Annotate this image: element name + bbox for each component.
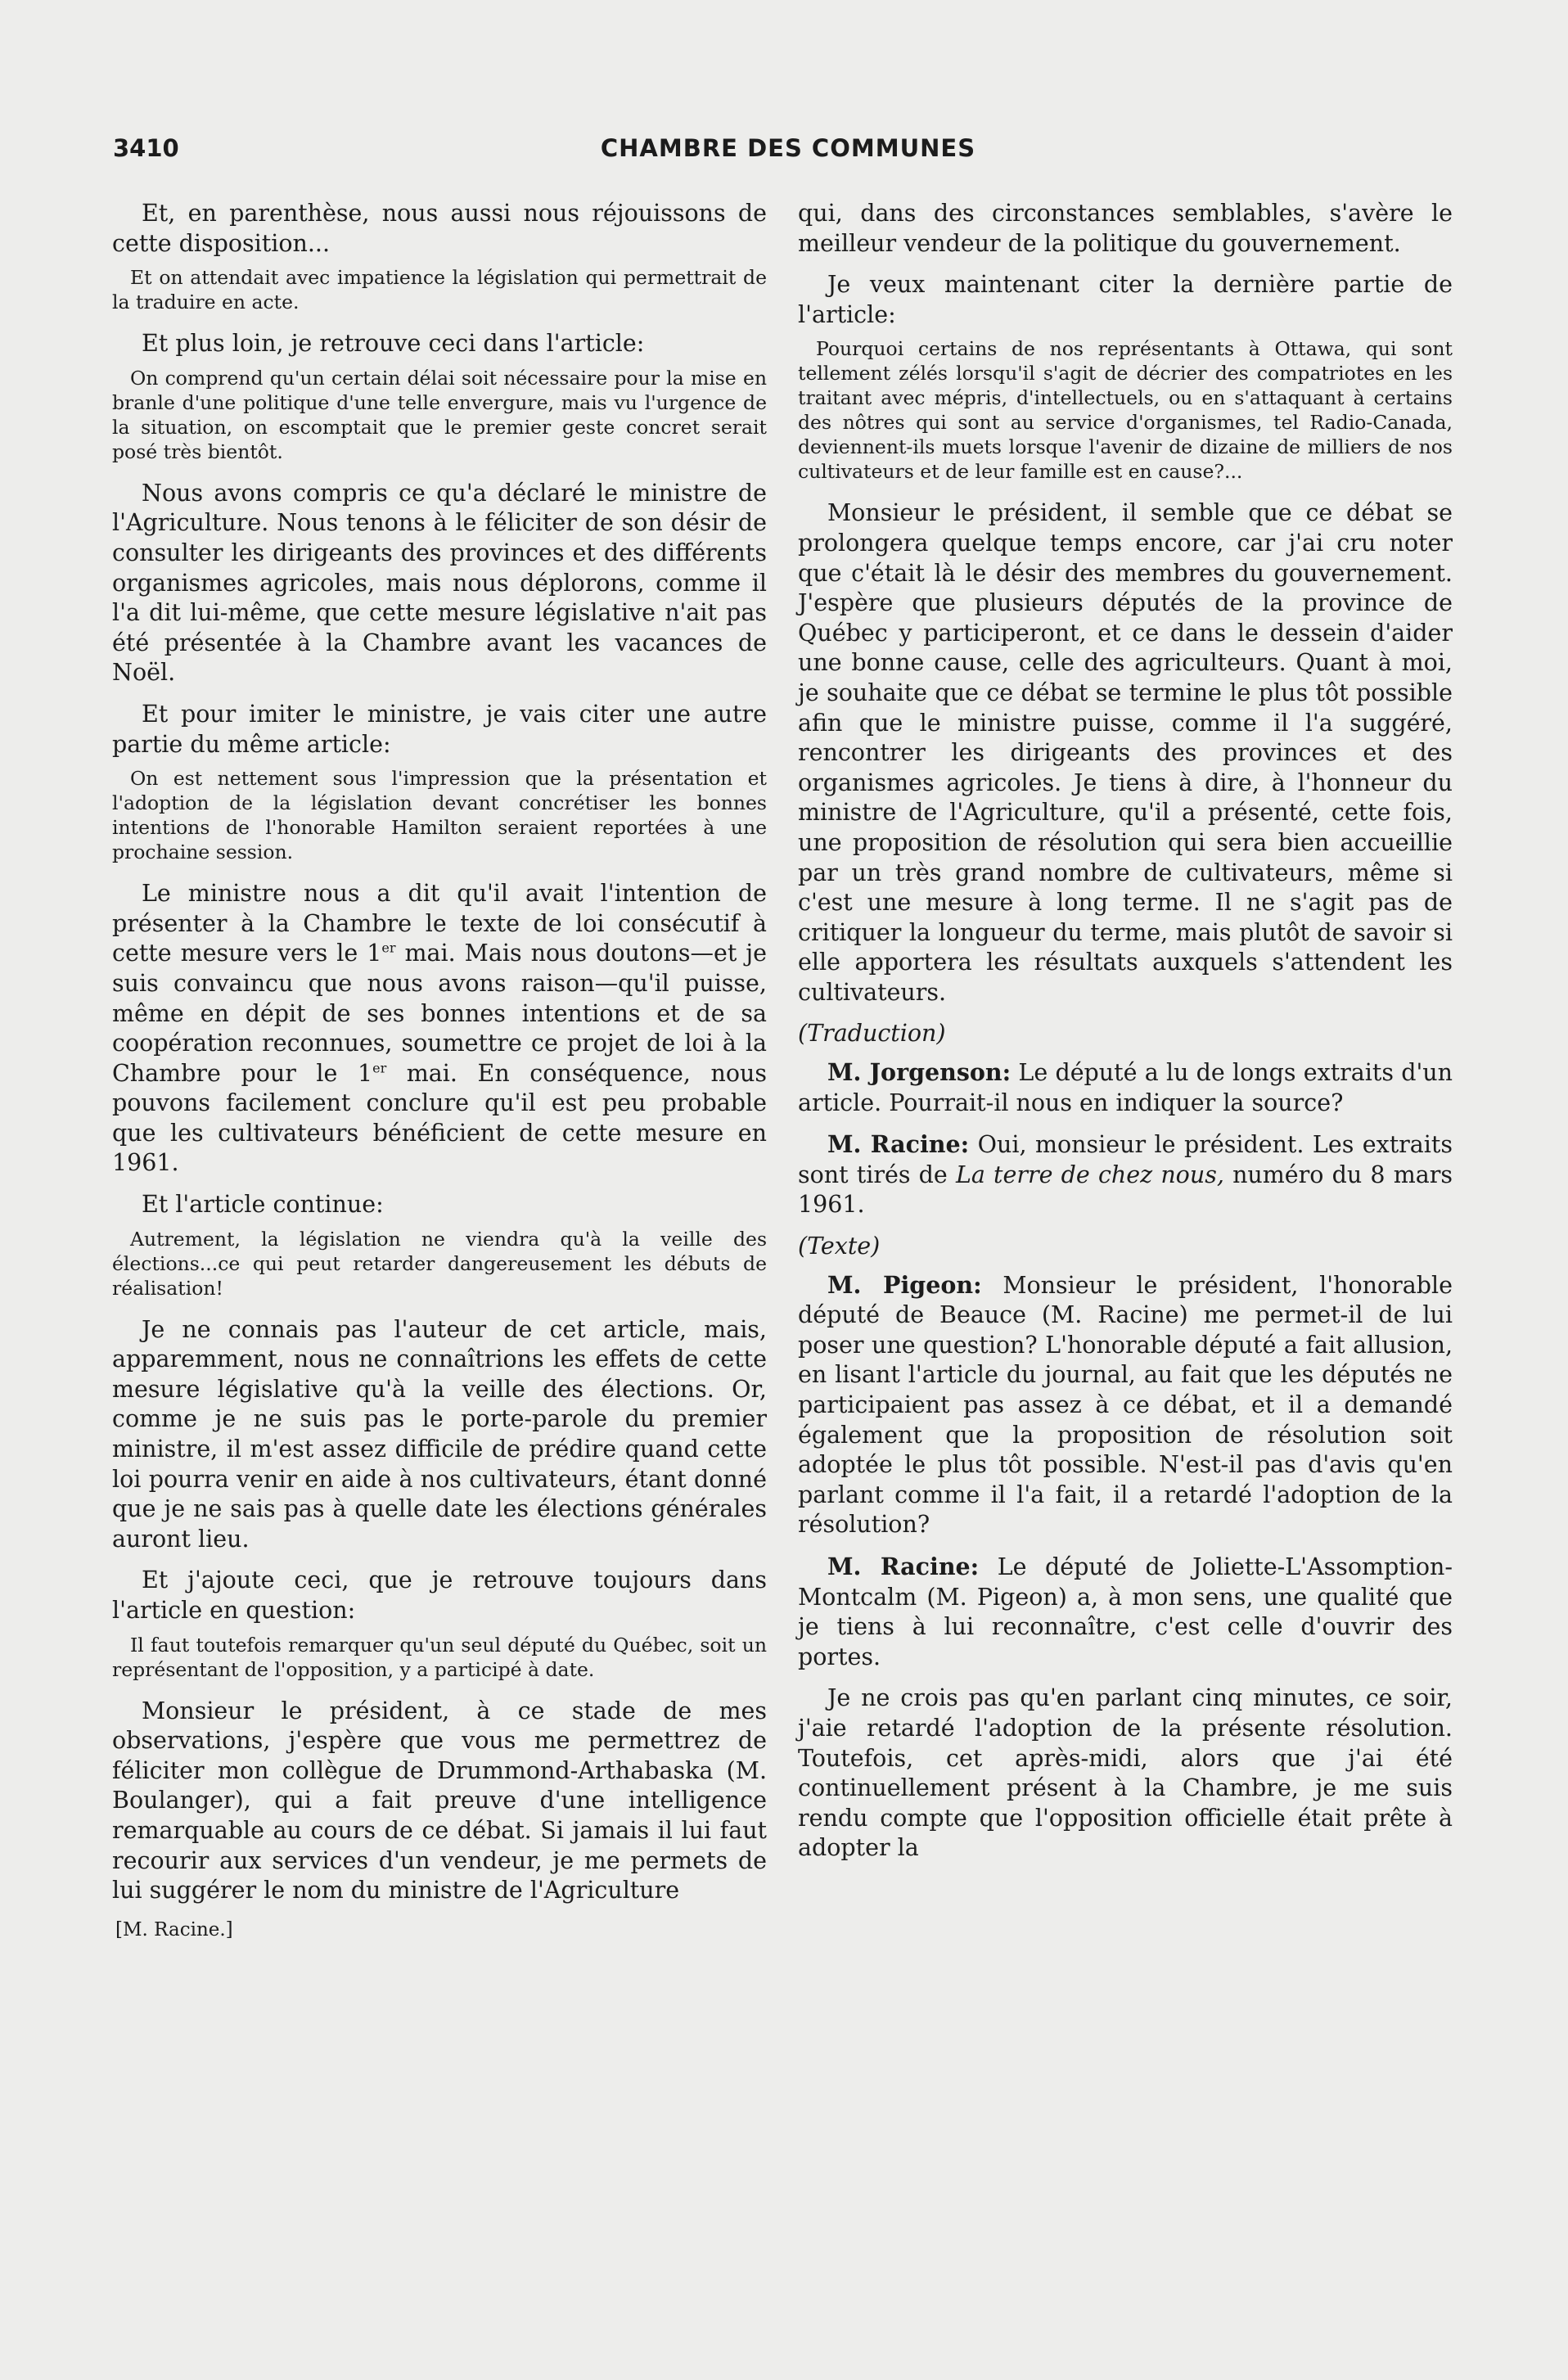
quotation: Et on attendait avec impatience la législation qui permettrait de la traduire en acte. [112,266,767,314]
paragraph [798,1057,1453,1118]
speaker-name: M. Jorgenson: [827,1058,1012,1087]
quotation: Autrement, la législation ne viendra qu'à la veille des élections...ce qui peut retarder dangereusement les débuts de réalisation! [112,1227,767,1300]
page-number: 3410 [113,134,179,162]
paragraph: Je ne connais pas l'auteur de cet article, mais, apparemment, nous ne connaîtrions les effets de cette mesure législative qu'à la veille des élections. Or, comme je ne suis pas le porte-parole du premier ministre, il m'est assez difficile de prédire quand cette loi pourra venir en aide à nos cultivateurs, étant donné que je ne sais pas à quelle date les élections générales auront lieu. [112,1315,767,1553]
quotation: On comprend qu'un certain délai soit nécessaire pour la mise en branle d'une politique d'une telle envergure, mais vu l'urgence de la situation, on escomptait que le premier geste concret serait posé très bientôt. [112,366,767,463]
speaker-name: M. Racine: [827,1552,980,1580]
ordinal-suffix: er [372,1060,387,1076]
paragraph: Et, en parenthèse, nous aussi nous réjouissons de cette disposition... [112,200,767,257]
quotation: On est nettement sous l'impression que la présentation et l'adoption de la législation devant concrétiser les bonnes intentions de l'honorable Hamilton seraient reportées à une prochaine session. [112,767,767,864]
running-title: CHAMBRE DES COMMUNES [600,134,976,162]
paragraph: Et pour imiter le ministre, je vais citer une autre partie du même article: [112,700,767,758]
publication-title: La terre de chez nous, [955,1161,1224,1188]
left-column [112,199,767,1942]
paragraph: Je veux maintenant citer la dernière partie de l'article: [798,271,1453,328]
ordinal-suffix: er [381,940,396,956]
paragraph: Monsieur le président, il semble que ce débat se prolongera quelque temps encore, car j'ai cru noter que c'était là le désir des membres du gouvernement. J'espère que plusieurs députés de la province de Québec y participeront, et ce dans le dessein d'aider une bonne cause, celle des agriculteurs. Quant à moi, je souhaite que ce débat se termine le plus tôt possible afin que le ministre puisse, comme il l'a suggéré, rencontrer les dirigeants des provinces et des organismes agricoles. Je tiens à dire, à l'honneur du ministre de l'Agriculture, qu'il a présenté, cette fois, une proposition de résolution qui sera bien accueillie par un très grand nombre de cultivateurs, même si c'est une mesure à long terme. Il ne s'agit pas de critiquer la longueur du terme, mais plutôt de savoir si elle apportera les résultats auxquels s'attendent les cultivateurs. [798,499,1453,1006]
speaker-name: M. Pigeon: [827,1270,982,1299]
paragraph [112,879,767,1179]
quotation: Il faut toutefois remarquer qu'un seul député du Québec, soit un représentant de l'opposition, y a participé à date. [112,1633,767,1681]
paragraph [798,1552,1453,1672]
paragraph: Et plus loin, je retrouve ceci dans l'article: [142,330,645,358]
paragraph: Je ne crois pas qu'en parlant cinq minutes, ce soir, j'aie retardé l'adoption de la présente résolution. Toutefois, cet après-midi, alors que j'ai été continuellement présent à la Chambre, je me suis rendu compte que l'opposition officielle était prête à adopter la [798,1684,1453,1862]
quotation: Pourquoi certains de nos représentants à Ottawa, qui sont tellement zélés lorsqu'il s'agit de décrier des compatriotes en les traitant avec mépris, d'intellectuels, ou en s'attaquant à certains des nôtres qui sont au service d'organismes, tel Radio-Canada, deviennent-ils muets lorsque l'avenir de dizaine de milliers de nos cultivateurs et de leur famille est en cause?... [798,337,1453,484]
text-run: mai. Mais nous doutons—et je suis convaincu que nous avons raison—qu'il puisse, même en dépit de ses bonnes intentions et de sa coopération reconnues, soumettre ce projet de loi à la Chambre pour le 1 [112,940,767,1087]
paragraph: Nous avons compris ce qu'a déclaré le ministre de l'Agriculture. Nous tenons à le féliciter de son désir de consulter les dirigeants des provinces et des différents organismes agricoles, mais nous déplorons, comme il l'a dit lui-même, que cette mesure législative n'ait pas été présentée à la Chambre avant les vacances de Noël. [112,479,767,687]
paragraph [798,1270,1453,1540]
text-run: Le député a lu de longs extraits d'un article. Pourrait-il nous en indiquer la source? [798,1059,1453,1116]
paragraph: Et j'ajoute ceci, que je retrouve toujours dans l'article en question: [112,1566,767,1624]
text-run: Oui, monsieur le président. Les extraits sont tirés de [798,1131,1453,1188]
text-run: numéro du 8 mars 1961. [798,1161,1453,1219]
text-run: Le ministre nous a dit qu'il avait l'intention de présenter à la Chambre le texte de loi consécutif à cette mesure vers le 1 [112,880,767,967]
section-label: (Texte) [798,1233,881,1260]
section-label: (Traduction) [798,1020,946,1048]
text-run: Monsieur le président, l'honorable député de Beauce (M. Racine) me permet-il de lui poser une question? L'honorable député a fait allusion, en lisant l'article du journal, au fait que les députés ne participaient pas assez à ce débat, et il a demandé également que la proposition de résolution soit adoptée le plus tôt possible. N'est-il pas d'avis qu'en parlant comme il l'a fait, il a retardé l'adoption de la résolution? [798,1271,1453,1539]
text-run: Le député de Joliette-L'Assomption-Montcalm (M. Pigeon) a, à mon sens, une qualité que je tiens à lui reconnaître, c'est celle d'ouvrir des portes. [798,1553,1453,1670]
paragraph: qui, dans des circonstances semblables, s'avère le meilleur vendeur de la politique du gouvernement. [798,200,1453,257]
text-run: mai. En conséquence, nous pouvons facilement conclure qu'il est peu probable que les cultivateurs bénéficient de cette mesure en 1961. [112,1059,767,1177]
paragraph [798,1129,1453,1220]
page-header [113,134,1463,174]
paragraph: Et l'article continue: [142,1191,384,1219]
speaker-name: M. Racine: [827,1130,970,1159]
speaker-signature: [M. Racine.] [115,1918,233,1941]
paragraph: Monsieur le président, à ce stade de mes observations, j'espère que vous me permettrez de féliciter mon collègue de Drummond-Arthabaska (M. Boulanger), qui a fait preuve d'une intelligence remarquable au cours de ce débat. Si jamais il lui faut recourir aux services d'un vendeur, je me permets de lui suggérer le nom du ministre de l'Agriculture [112,1697,767,1904]
right-column [798,199,1453,1875]
